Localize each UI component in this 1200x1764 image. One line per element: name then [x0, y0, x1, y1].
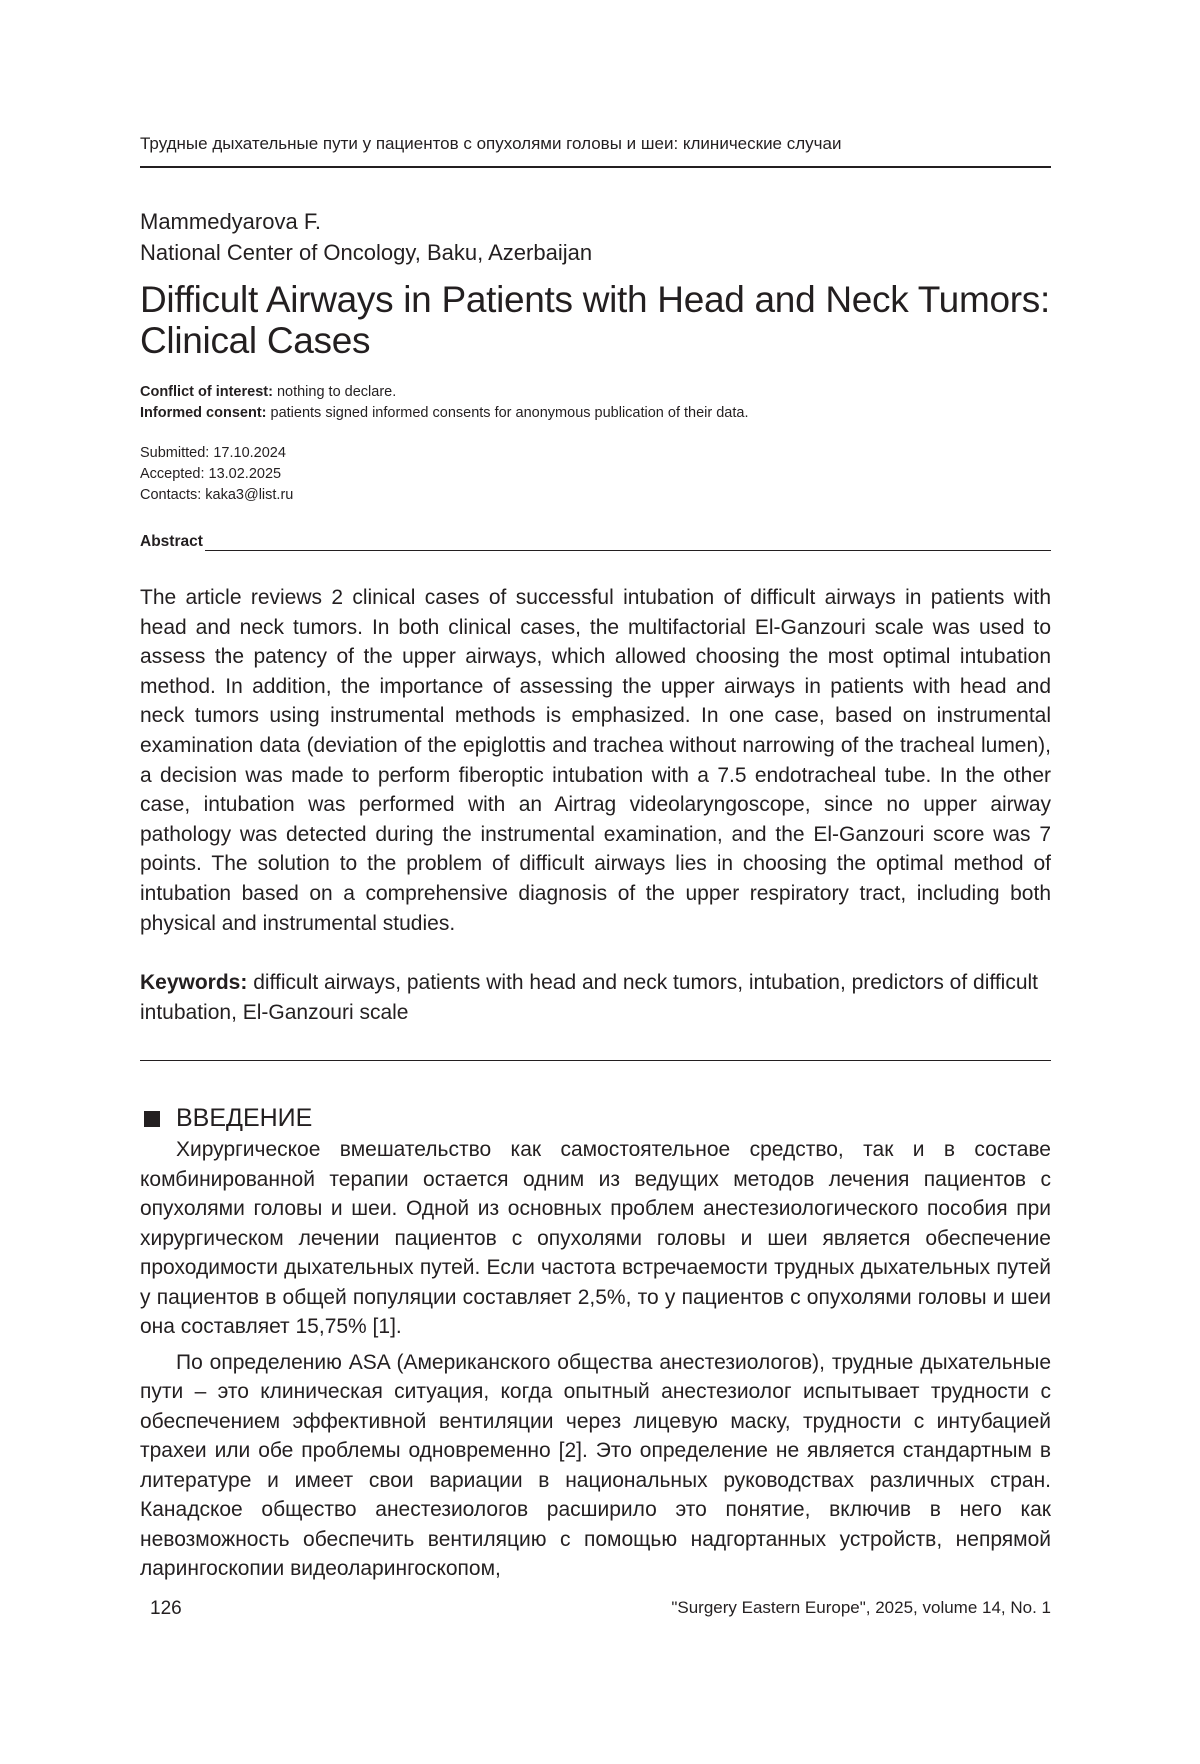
consent-label: Informed consent: [140, 405, 267, 421]
dates-block [140, 443, 293, 506]
section-heading-text: ВВЕДЕНИЕ [176, 1104, 313, 1132]
paragraph: По определению ASA (Американского общества анестезиологов), трудные дыхательные пути – это клиническая ситуация, когда опытный анестезиолог испытывает трудности с обеспечением эффективной вентиляции через лицевую маску, трудности с интубацией трахеи или обе проблемы одновременно [2]. Это определение не является стандартным в литературе и имеет свои вариации в национальных руководствах различных стран. Канадское общество анестезиологов расширило это понятие, включив в него как невозможность обеспечить вентиляцию с помощью надгортанных устройств, непрямой ларингоскопии видеоларингоскопом, [140, 1350, 1051, 1580]
paragraph: Хирургическое вмешательство как самостоятельное средство, так и в составе комбинированной терапии остается одним из ведущих методов лечения пациентов с опухолями головы и шеи. Одной из основных проблем анестезиологического пособия при хирургическом лечении пациентов с опухолями головы и шеи является обеспечение проходимости дыхательных путей. Если частота встречаемости трудных дыхательных путей у пациентов в общей популяции составляет 2,5%, то у пациентов с опухолями головы и шеи она составляет 15,75% [1]. [140, 1138, 1051, 1338]
conflict-label: Conflict of interest: [140, 384, 273, 400]
author-affiliation: National Center of Oncology, Baku, Azerbaijan [140, 240, 593, 265]
keywords-value: difficult airways, patients with head and neck tumors, intubation, predictors of difficult intubation, El-Ganzouri scale [140, 971, 1038, 1024]
abstract-end-rule [140, 1060, 1051, 1061]
square-bullet-icon [144, 1111, 160, 1127]
conflict-of-interest [140, 382, 749, 403]
abstract-text: The article reviews 2 clinical cases of successful intubation of difficult airways in patients with head and neck tumors. In both clinical cases, the multifactorial El-Ganzouri scale was used to assess the patency of the upper airways, which allowed choosing the most optimal intubation method. In addition, the importance of assessing the upper airways in patients with head and neck tumors using instrumental methods is emphasized. In one case, based on instrumental examination data (deviation of the epiglottis and trachea without narrowing of the tracheal lumen), a decision was made to perform fiberoptic intubation with a 7.5 endotracheal tube. In the other case, intubation was performed with an Airtrag videolaryngoscope, since no upper airway pathology was detected during the instrumental examination, and the El-Ganzouri score was 7 points. The solution to the problem of difficult airways lies in choosing the optimal method of intubation based on a comprehensive diagnosis of the upper respiratory tract, including both physical and instrumental studies. [140, 586, 1051, 935]
running-head: Трудные дыхательные пути у пациентов с опухолями головы и шеи: клинические случаи [140, 134, 842, 153]
keywords-label: Keywords: [140, 971, 248, 994]
page-number: 126 [150, 1598, 182, 1619]
consent-value: patients signed informed consents for anonymous publication of their data. [266, 405, 749, 421]
declarations [140, 382, 749, 424]
abstract-heading-rule [205, 536, 1051, 551]
contacts: Contacts: kaka3@list.ru [140, 487, 294, 503]
section-heading-introduction [140, 1104, 312, 1133]
abstract-heading-row [140, 533, 1051, 551]
accepted-date: Accepted: 13.02.2025 [140, 466, 282, 482]
author-block [140, 206, 592, 268]
author-name: Mammedyarova F. [140, 209, 321, 234]
body-text [140, 1135, 1051, 1590]
informed-consent [140, 403, 749, 424]
header-rule [140, 166, 1051, 168]
article-title: Difficult Airways in Patients with Head and Neck Tumors: Clinical Cases [140, 279, 1050, 361]
keywords [140, 968, 1051, 1027]
conflict-value: nothing to declare. [272, 384, 397, 400]
submitted-date: Submitted: 17.10.2024 [140, 445, 286, 461]
abstract-heading: Abstract [140, 533, 203, 550]
journal-citation: "Surgery Eastern Europe", 2025, volume 14, No. 1 [671, 1598, 1051, 1617]
